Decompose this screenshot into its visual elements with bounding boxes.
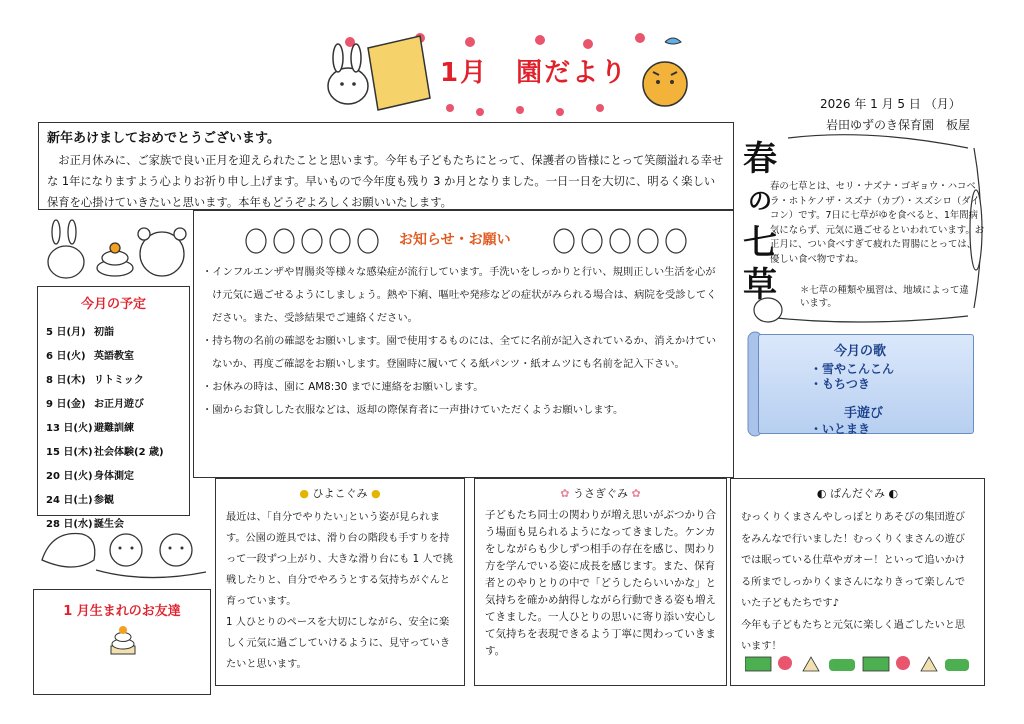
panda-icon: ◐ [816, 487, 827, 500]
daruma-row-left-icon [244, 227, 384, 255]
notice-list [202, 261, 723, 422]
notice-item: ・お休みの時は、園に AM8:30 までに連絡をお願いします。 [202, 381, 484, 393]
panda-class-title [741, 485, 974, 501]
greeting-box [38, 122, 734, 210]
song-list [810, 362, 894, 392]
greeting-body: お正月休みに、ご家族で良い正月を迎えられたことと思います。今年も子どもたちにとって、保護者の皆様にとって笑顔溢れる幸せな 1年になりますよう心よりお祈り申し上げます。早いもので今年度も残り 3 か月となりました。一日一日を大切に、明るく楽しい保育を心掛けていきたいと思います。本年もどうぞよろしくお願いいたします。 [47, 154, 724, 209]
notice-item: ・インフルエンザや胃腸炎等様々な感染症が流行しています。手洗いをしっかりと行い、規則正しい生活を心がけ元気に過ごせるようにしましょう。熱や下痢、嘔吐や発疹などの症状がみられる場合は、病院を受診してください。また、受診結果でご連絡ください。 [202, 266, 717, 324]
schedule-date: 13 日(火) [46, 422, 93, 434]
schedule-date: 6 日(火) [46, 350, 86, 362]
kagami-mochi-icon [108, 622, 138, 656]
kite-icon [368, 36, 430, 110]
schedule-box [37, 286, 190, 530]
plum-blossom-icon [778, 656, 792, 670]
tiger-icon [643, 62, 687, 106]
rabbit-icon: ✿ [631, 487, 641, 500]
rabbit-icon: ✿ [560, 487, 570, 500]
usagi-class-box [474, 478, 727, 686]
panda-title-text: ぱんだぐみ [830, 487, 885, 500]
schedule-row [46, 438, 181, 462]
new-year-characters-illustration [40, 218, 190, 282]
hand-play-item: ・いとまき [810, 422, 871, 436]
nanakusa-title-char: 春 [743, 139, 777, 179]
schedule-row [46, 414, 181, 438]
hiyoko-class-text-2: 1 人ひとりのペースを大切にしながら、安全に楽しく元気に過ごしていけるように、見守っていきたいと思います。 [226, 617, 451, 670]
rabbit-icon [328, 44, 368, 104]
child-face-icon [160, 534, 192, 566]
schedule-event: 参観 [94, 494, 114, 506]
hiyoko-title-text: ひよこぐみ [312, 487, 368, 500]
nanakusa-note: ＊七草の種類や風習は、地域によって違います。 [800, 285, 969, 309]
notice-title: お知らせ・お願い [399, 232, 511, 248]
header [320, 28, 700, 118]
nanakusa-text: 春の七草とは、セリ・ナズナ・ゴギョウ・ハコベラ・ホトケノザ・スズナ（カブ）・スズシロ（ダイコン）です。7日に七草がゆを食べると、1年間病気にならず、元気に過ごせるといわれています。お正月に、つい食べすぎて疲れた胃腸にとっては、優しい食べ物ですね。 [770, 181, 985, 265]
schedule-date: 28 日(水) [46, 518, 93, 530]
panda-class-text: むっくりくまさんやしっぽとりあそびの集団遊びをみんなで行いました！むっくりくまさんの遊びでは眠っている仕草やガオー！といって追いかける所までしっかりくまさんになりきって楽しんでいた子どもたちです♪ [741, 512, 966, 609]
page-title: 1月 園だより [440, 58, 629, 88]
herb-vine-icon [758, 316, 968, 322]
usagi-title-text: うさぎぐみ [573, 487, 628, 500]
schedule-date: 15 日(木) [46, 446, 93, 458]
shishimai-icon [863, 657, 889, 671]
notice-item: ・持ち物の名前の確認をお願いします。園で使用するものには、全てに名前が記入されているか、消えかけていないか、再度ご確認をお願いします。登園時に履いてくる紙パンツ・紙オムツにも名前を記入下さい。 [202, 335, 717, 370]
hiyoko-class-text: 最近は、｢自分でやりたい｣という姿が見られます。公園の遊具では、滑り台の階段も手すりを持って一段ずつ上がり、大きな滑り台にも 1 人で挑戦したりと、自分でやろうとする気持ちがぐんと育っています。 [226, 512, 453, 607]
song-item: ・もちつき [810, 377, 870, 391]
schedule-event: お正月遊び [94, 398, 144, 410]
schedule-date: 20 日(火) [46, 470, 93, 482]
nanakusa-title-char: 七 [743, 223, 777, 263]
schedule-row [46, 462, 181, 486]
schedule-row [46, 342, 181, 366]
shishimai-icon [42, 534, 95, 567]
schedule-row [46, 486, 181, 510]
hiyoko-class-box [215, 478, 465, 686]
schedule-event: 避難訓練 [94, 422, 134, 434]
nanakusa-title-char: 草 [743, 265, 777, 305]
panda-icon: ◐ [888, 487, 899, 500]
notice-item: ・園からお貸しした衣服などは、返却の際保育者に一声掛けていただくようお願いします。 [202, 404, 624, 416]
schedule-event: 誕生会 [94, 518, 124, 530]
schedule-date: 24 日(土) [46, 494, 93, 506]
hand-play-title: 手遊び [844, 406, 884, 421]
schedule-date: 5 日(月) [46, 326, 86, 338]
chick-icon: ● [299, 487, 309, 500]
birthday-title: 1 月生まれのお友達 [63, 604, 181, 619]
schedule-event: リトミック [94, 374, 144, 386]
schedule-event: 身体測定 [94, 470, 134, 482]
songs-scroll [744, 328, 976, 440]
lion-dance-illustration [36, 520, 208, 582]
schedule-title: 今月の予定 [80, 297, 146, 312]
daruma-row-right-icon [552, 227, 692, 255]
nanakusa-title-char: の [748, 186, 772, 215]
greeting-heading: 新年あけましておめでとうございます。 [47, 131, 280, 146]
kagami-mochi-icon [97, 243, 133, 276]
song-item: ・雪やこんこん [810, 362, 895, 376]
song-title: 今月の歌 [834, 344, 887, 359]
pine-icon [829, 659, 855, 671]
plum-blossom-icon [896, 656, 910, 670]
plum-blossom-icon [446, 104, 604, 116]
bear-character-icon [138, 228, 186, 276]
chick-icon: ● [371, 487, 381, 500]
school-name: 岩田ゆずのき保育園 板屋 [826, 118, 971, 132]
birthday-box [33, 589, 211, 695]
issue-date: 2026 年 1 月 5 日 （月） [820, 97, 961, 111]
panda-class-text-2: 今年も子どもたちと元気に楽しく過ごしたいと思います！ [741, 619, 966, 652]
bird-icon [665, 38, 681, 44]
schedule-event: 社会体験(2 歳) [94, 446, 164, 458]
new-year-decor-row [745, 651, 970, 675]
kagami-mochi-icon [921, 657, 937, 671]
hiyoko-class-title [226, 485, 454, 501]
schedule-row [46, 318, 181, 342]
schedule-row [46, 366, 181, 390]
schedule-date: 9 日(金) [46, 398, 86, 410]
child-face-icon [110, 534, 142, 566]
hand-play-list [810, 420, 870, 437]
schedule-date: 8 日(木) [46, 374, 86, 386]
kagami-mochi-icon [803, 657, 819, 671]
pine-icon [945, 659, 969, 671]
schedule-event: 初詣 [94, 326, 114, 338]
schedule-event: 英語教室 [94, 350, 134, 362]
notice-box [193, 210, 734, 478]
rabbit-character-icon [48, 220, 84, 278]
schedule-row [46, 390, 181, 414]
shishimai-icon [745, 657, 771, 671]
usagi-class-text: 子どもたち同士の関わりが増え思いがぶつかり合う場面も見られるようになってきました。ケンカをしながらも少しずつ相手の存在を感じ、関わり方を学んでいる姿に成長を感じます。また、保育者とのやりとりの中で「どうしたらいいかな」と気持ちを確かめ納得しながら行動できる姿も増えてきました。一人ひとりの思いに寄り添い安心して気持ちを表現できるよう丁寧に関わっていきます。 [485, 509, 716, 657]
herb-vine-icon [788, 135, 968, 148]
panda-class-box [730, 478, 985, 686]
usagi-class-title [485, 485, 716, 501]
